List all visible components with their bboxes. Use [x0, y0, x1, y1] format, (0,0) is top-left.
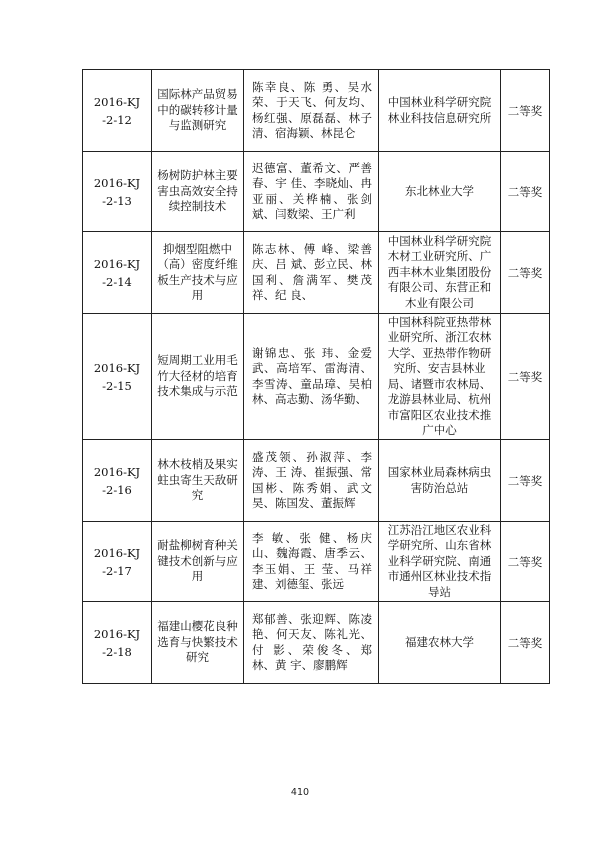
- table-row: [83, 602, 550, 684]
- table-row: [83, 70, 550, 152]
- awards-table: [82, 69, 550, 684]
- award-id-cell: [83, 602, 152, 684]
- participants-cell: 李 敏、张 健、杨庆山、魏海霞、唐季云、李玉娟、王 莹、马祥建、刘德玺、张远: [244, 522, 379, 602]
- table-row: [83, 522, 550, 602]
- prize-level-cell: 二等奖: [501, 232, 550, 314]
- table-row: [83, 314, 550, 440]
- project-title-cell: 耐盐柳树育种关键技术创新与应用: [152, 522, 244, 602]
- project-title-cell: 杨树防护林主要害虫高效安全持续控制技术: [152, 152, 244, 232]
- award-id-line: -2-17: [102, 563, 132, 578]
- organization-cell: 东北林业大学: [379, 152, 501, 232]
- prize-level-cell: 二等奖: [501, 314, 550, 440]
- prize-level-cell: 二等奖: [501, 602, 550, 684]
- project-title-cell: 短周期工业用毛竹大径材的培育技术集成与示范: [152, 314, 244, 440]
- organization-cell: 江苏沿江地区农业科学研究所、山东省林业科学研究院、南通市通州区林业技术指导站: [379, 522, 501, 602]
- award-id-line: 2016-KJ: [93, 360, 141, 375]
- award-id-cell: [83, 232, 152, 314]
- award-id-line: -2-16: [102, 482, 132, 497]
- organization-cell: 福建农林大学: [379, 602, 501, 684]
- page-number: 410: [290, 787, 310, 798]
- participants-cell: 迟德富、董希文、严善春、宇 佳、李晓灿、冉亚丽、关桦楠、张剑斌、闫数梁、王广利: [244, 152, 379, 232]
- participants-cell: 盛茂领、孙淑萍、李涛、王 涛、崔振强、常国彬、陈秀娟、武文昊、陈国发、董振辉: [244, 440, 379, 522]
- award-id-line: 2016-KJ: [93, 175, 141, 190]
- award-id-cell: [83, 522, 152, 602]
- participants-cell: 郑郁善、张迎辉、陈凌艳、何天友、陈礼光、付 影、荣俊冬、郑 林、黄 宇、廖鹏辉: [244, 602, 379, 684]
- table-row: [83, 440, 550, 522]
- award-id-line: 2016-KJ: [93, 94, 141, 109]
- organization-cell: 中国林业科学研究院林业科技信息研究所: [379, 70, 501, 152]
- award-id-line: -2-13: [102, 193, 132, 208]
- award-id-line: -2-18: [102, 644, 132, 659]
- project-title-cell: 国际林产品贸易中的碳转移计量与监测研究: [152, 70, 244, 152]
- prize-level-cell: 二等奖: [501, 522, 550, 602]
- award-id-line: -2-12: [102, 112, 132, 127]
- award-id-line: -2-14: [102, 274, 132, 289]
- award-id-cell: [83, 152, 152, 232]
- participants-cell: 谢锦忠、张 玮、金爱武、高培军、雷海清、李雪涛、童品璋、吴柏林、高志勤、汤华勤、: [244, 314, 379, 440]
- award-id-line: 2016-KJ: [93, 464, 141, 479]
- project-title-cell: 福建山樱花良种选育与快繁技术研究: [152, 602, 244, 684]
- table-row: [83, 232, 550, 314]
- prize-level-cell: 二等奖: [501, 70, 550, 152]
- award-id-line: -2-15: [102, 378, 132, 393]
- organization-cell: 中国林业科学研究院木材工业研究所、广西丰林木业集团股份有限公司、东营正和木业有限公司: [379, 232, 501, 314]
- project-title-cell: 林木枝梢及果实蛀虫寄生天敌研究: [152, 440, 244, 522]
- table-row: [83, 152, 550, 232]
- project-title-cell: 抑烟型阻燃中（高）密度纤维板生产技术与应用: [152, 232, 244, 314]
- award-id-cell: [83, 440, 152, 522]
- prize-level-cell: 二等奖: [501, 152, 550, 232]
- award-id-line: 2016-KJ: [93, 626, 141, 641]
- award-id-cell: [83, 70, 152, 152]
- prize-level-cell: 二等奖: [501, 440, 550, 522]
- organization-cell: 国家林业局森林病虫害防治总站: [379, 440, 501, 522]
- award-id-line: 2016-KJ: [93, 256, 141, 271]
- award-id-cell: [83, 314, 152, 440]
- participants-cell: 陈志林、傅 峰、梁善庆、吕 斌、彭立民、林国利、詹满军、樊茂祥、纪 良、: [244, 232, 379, 314]
- participants-cell: 陈幸良、陈 勇、吴水荣、于天飞、何友均、杨红强、原磊磊、林子清、宿海颖、林昆仑: [244, 70, 379, 152]
- award-id-line: 2016-KJ: [93, 545, 141, 560]
- organization-cell: 中国林科院亚热带林业研究所、浙江农林大学、亚热带作物研究所、安吉县林业局、诸暨市农林局、龙游县林业局、杭州市富阳区农业技术推广中心: [379, 314, 501, 440]
